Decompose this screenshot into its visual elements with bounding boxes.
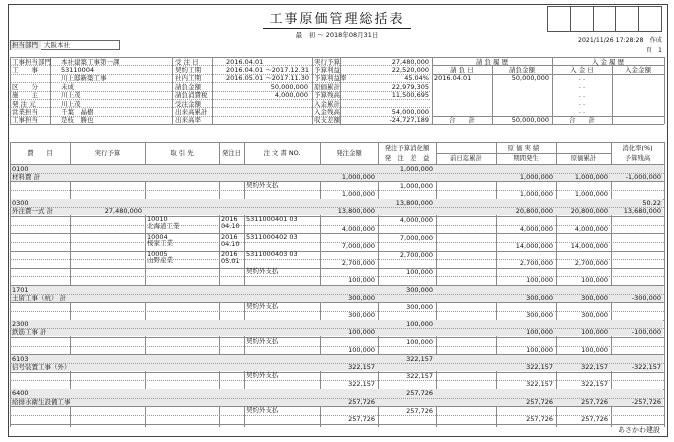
report-period: 最 初 〜 2018年08月31日	[295, 31, 379, 39]
dotted-rule	[10, 242, 664, 243]
budget-remaining: -1,000,000	[625, 172, 661, 181]
info-label: 契約工期	[175, 65, 201, 74]
item-name: 材料費 計	[12, 172, 41, 181]
dotted-rule	[10, 346, 664, 347]
order-no: 契約外支払	[246, 180, 279, 189]
payment-date-dots: . .	[578, 90, 586, 99]
budget-remaining: 13,680,000	[623, 207, 661, 216]
col-header-budget: 実行予算	[94, 149, 121, 157]
info-label: 受 注 日	[175, 57, 199, 66]
budget-consumed: 4,000,000	[399, 216, 433, 225]
budget-consumed: 7,000,000	[399, 233, 433, 242]
cost-total: 322,157	[581, 380, 608, 389]
info-label: 予算利益	[314, 65, 340, 74]
cost-total: 100,000	[581, 276, 608, 285]
budget-consumed: 322,157	[406, 354, 433, 363]
item-rule	[10, 337, 664, 338]
period-amount: 257,726	[526, 397, 553, 406]
info-value: 2016.04.01	[226, 57, 264, 66]
item-rule	[10, 181, 664, 182]
report-title-text: 工事原価管理総括表	[263, 12, 410, 29]
order-amount: 300,000	[348, 311, 375, 319]
item-code: 0100	[12, 164, 29, 173]
budget-consumed: 300,000	[406, 285, 433, 294]
period-amount: 100,000	[526, 345, 553, 354]
contract-total: 50,000,000	[511, 116, 549, 125]
info-value: 本社建築工事第一課	[61, 57, 120, 66]
column-rule	[612, 65, 613, 124]
order-no: 契約外支払	[246, 267, 279, 276]
period-amount: 100,000	[526, 328, 553, 337]
item-name: 信号装置工事（外）	[12, 362, 71, 371]
dotted-rule	[10, 190, 664, 191]
info-amount: 4,000,000	[274, 91, 308, 100]
cost-total: 2,700,000	[574, 259, 608, 268]
item-name: 鉄筋工事 計	[12, 328, 47, 337]
stamp-box	[593, 6, 616, 32]
payment-date-dots: . .	[578, 99, 586, 107]
dotted-rule	[10, 207, 664, 208]
order-no: 契約外支払	[246, 371, 279, 380]
order-amount: 322,157	[348, 380, 375, 389]
info-value: 川上茂	[61, 91, 81, 100]
consumption-rate: 50.22	[642, 199, 661, 208]
cost-total: 14,000,000	[570, 241, 608, 250]
item-rule	[10, 302, 664, 303]
payment-date-dots: . .	[578, 82, 586, 91]
order-amount: 100,000	[348, 345, 375, 354]
info-label: 社内工期	[175, 74, 201, 83]
period-amount: 1,000,000	[519, 172, 553, 181]
vendor-name: 桜家工業	[147, 238, 173, 247]
vendor-code: 10004	[147, 232, 168, 241]
info-label: 入金残高	[314, 107, 340, 116]
col-header-remaining: 予算残高	[624, 154, 651, 162]
period-amount: 322,157	[526, 362, 553, 371]
row-rule	[10, 233, 664, 234]
row-rule	[10, 424, 664, 425]
item-name: 給排水衛生設備工事	[12, 397, 71, 406]
info-label: 工事担当	[12, 116, 38, 125]
dotted-rule	[10, 173, 664, 174]
info-label: 発 注 元	[12, 99, 36, 108]
order-amount: 1,000,000	[341, 172, 375, 181]
info-label: 請負消費税	[175, 91, 208, 100]
order-amount: 2,700,000	[341, 259, 375, 268]
col-header-prev-total: 前日迄累計	[450, 154, 482, 162]
col-header-order-margin: 発 注 差 益	[384, 154, 430, 162]
budget-consumed: 100,000	[406, 268, 433, 277]
col-header-rate: 消化率(%)	[622, 144, 653, 152]
stamp-box	[638, 6, 662, 32]
period-amount: 100,000	[526, 276, 553, 285]
order-amount: 257,726	[348, 397, 375, 406]
order-amount: 300,000	[348, 293, 375, 302]
cost-total: 322,157	[581, 362, 608, 371]
budget-consumed: 100,000	[406, 320, 433, 329]
info-bottom-rule	[10, 124, 664, 125]
stamp-box	[615, 6, 638, 32]
info-label: 予算利益率	[314, 74, 347, 83]
col-header-budget-diff: 発注予算消化額	[384, 144, 430, 152]
period-amount: 300,000	[526, 311, 553, 319]
period-amount: 1,000,000	[519, 189, 553, 198]
budget-consumed: 13,800,000	[395, 199, 433, 208]
col-header-order-no: 注 文 書 NO.	[263, 149, 301, 157]
period-amount: 322,157	[526, 380, 553, 389]
dotted-rule	[10, 415, 664, 416]
cost-total: 300,000	[581, 293, 608, 302]
contract-amount-header: 請負金額	[509, 65, 535, 74]
order-amount: 4,000,000	[341, 224, 375, 233]
period-amount: 257,726	[526, 414, 553, 423]
info-value: 22,520,000	[391, 65, 429, 74]
order-amount: 322,157	[348, 362, 375, 371]
info-label: 受注金額	[175, 99, 201, 108]
column-rule	[492, 65, 493, 124]
cost-total: 4,000,000	[574, 224, 608, 233]
order-date: 2016 05.01	[221, 250, 240, 265]
contract-amount: 50,000,000	[511, 74, 549, 83]
info-value: 22,979,305	[391, 82, 429, 91]
page-number: 頁 1	[645, 47, 662, 54]
column-rule	[664, 57, 665, 124]
order-no: 契約外支払	[246, 405, 279, 414]
row-rule	[10, 251, 664, 252]
vendor-code: 10005	[147, 250, 168, 258]
dept-label: 担当部門	[11, 41, 41, 50]
info-value: 11,500,695	[391, 91, 429, 100]
payment-date-dots: . .	[578, 73, 586, 82]
dotted-rule	[10, 311, 664, 312]
dotted-rule	[10, 259, 664, 260]
budget-remaining: -257,726	[631, 397, 661, 406]
info-value: 2016.04.01 〜2017.12.31	[226, 65, 309, 74]
item-code: 1701	[12, 285, 29, 294]
info-amount: 50,000,000	[270, 82, 308, 91]
info-label: 収支差額	[314, 116, 340, 125]
col-header-order-date: 発注日	[221, 149, 242, 157]
cost-total: 257,726	[581, 397, 608, 406]
item-rule	[10, 216, 664, 217]
dotted-rule	[10, 276, 664, 277]
budget-remaining: -322,157	[631, 362, 661, 371]
col-header-order-amount: 発注金額	[336, 149, 362, 157]
period-amount: 14,000,000	[515, 241, 553, 250]
info-value: 千葉 晶樹	[61, 107, 94, 116]
contract-date: 2016.04.01	[434, 74, 472, 83]
cost-total: 300,000	[581, 311, 608, 319]
item-name: 外注費一式 計	[12, 207, 54, 216]
print-datetime: 2021/11/26 17:28:28 作成	[578, 37, 662, 44]
info-value: 川上邸新築工事	[61, 74, 107, 83]
col-header-vendor: 取 引 先	[170, 149, 194, 157]
info-label: 原価累計	[314, 82, 340, 91]
info-value: 川上茂	[61, 99, 81, 108]
stamp-box	[547, 6, 570, 32]
order-no: 契約外支払	[246, 336, 279, 345]
period-amount: 4,000,000	[519, 224, 553, 233]
cost-total: 1,000,000	[574, 172, 608, 181]
dotted-rule	[10, 328, 664, 329]
item-rule	[10, 372, 664, 373]
approval-stamp-boxes	[547, 6, 662, 32]
cost-total: 20,800,000	[570, 207, 608, 216]
order-amount: 1,000,000	[341, 189, 375, 198]
order-no: 5311000402 03	[246, 232, 298, 241]
stamp-box	[570, 6, 593, 32]
order-no: 契約外支払	[246, 301, 279, 310]
dept-box	[10, 40, 120, 50]
item-code: 2300	[12, 320, 29, 329]
info-value: 2016.05.01 〜2017.11.30	[226, 74, 309, 83]
contract-date-header: 請 負 日	[450, 65, 474, 74]
info-label: 出来高率	[175, 116, 201, 125]
item-rule	[10, 406, 664, 407]
cost-total: 1,000,000	[574, 189, 608, 198]
contract-history-title: 請 負 履 歴	[475, 57, 509, 66]
budget-consumed: 1,000,000	[399, 181, 433, 190]
row-rule	[10, 268, 664, 269]
vendor-name: 北海道工業	[147, 221, 180, 230]
order-date: 2016 04.10	[221, 232, 240, 248]
vendor-code: 10010	[147, 215, 168, 224]
col-header-cost-group: 原 価 実 績	[507, 144, 540, 152]
budget-remaining: -100,000	[631, 328, 661, 337]
info-label: 予算残高	[314, 91, 340, 100]
info-label: 出来高累計	[175, 107, 208, 116]
col-header-item: 費 目	[27, 149, 53, 157]
budget-consumed: 2,700,000	[399, 251, 433, 259]
dotted-rule	[10, 363, 664, 364]
info-value: -24,727,189	[389, 116, 429, 125]
info-value: 是枝 勝也	[61, 116, 94, 125]
budget-consumed: 100,000	[406, 337, 433, 346]
info-label: 工 事	[12, 65, 38, 74]
order-date: 2016 04.10	[221, 215, 240, 231]
item-code: 6400	[12, 389, 29, 398]
dept-value: 大阪本社	[44, 41, 70, 49]
order-amount: 13,800,000	[337, 207, 375, 216]
item-code: 6103	[12, 354, 29, 363]
info-value: 45.04%	[404, 74, 429, 83]
payment-total-label: 合 計	[569, 116, 595, 125]
info-label: 営業担当	[12, 107, 38, 116]
col-header-period: 期間発生	[513, 154, 539, 162]
table-top-rule	[10, 142, 664, 143]
period-amount: 300,000	[526, 293, 553, 302]
info-label: 実行予算	[314, 57, 340, 66]
dotted-rule	[10, 294, 664, 295]
payment-date-header: 入 金 日	[570, 65, 594, 74]
info-label: 区 分	[12, 82, 38, 91]
dotted-rule	[10, 380, 664, 381]
cost-total: 100,000	[581, 345, 608, 354]
col-header-cost-total: 原価累計	[570, 154, 597, 162]
budget-consumed: 1,000,000	[399, 164, 433, 173]
info-value: 54,000,000	[391, 107, 429, 116]
info-label: 工事担当部門	[12, 57, 51, 66]
order-amount: 100,000	[348, 328, 375, 337]
period-amount: 2,700,000	[519, 259, 553, 268]
vendor-name: 山野産業	[147, 256, 173, 265]
period-amount: 20,800,000	[515, 207, 553, 216]
info-label: 請負金額	[175, 82, 201, 91]
item-budget: 27,480,000	[104, 207, 142, 216]
order-amount: 257,726	[348, 414, 375, 423]
budget-consumed: 257,726	[406, 406, 433, 415]
budget-consumed: 300,000	[406, 302, 433, 311]
payment-date-dots: . .	[578, 107, 586, 116]
dotted-rule	[10, 398, 664, 399]
company-name: あさかわ建設	[618, 426, 660, 434]
order-no: 5311000403 03	[246, 250, 298, 258]
payment-history-title: 入 金 履 歴	[591, 57, 625, 66]
info-label: 施 主	[12, 91, 38, 100]
order-no: 5311000401 03	[246, 215, 298, 224]
budget-consumed: 322,157	[406, 372, 433, 381]
order-amount: 100,000	[348, 276, 375, 285]
info-value: 未成	[61, 82, 74, 91]
dotted-rule	[10, 225, 664, 226]
info-value: 27,480,000	[391, 57, 429, 66]
info-label: 入金累計	[314, 99, 340, 108]
payment-amount-header: 入金金額	[625, 65, 651, 74]
item-code: 0300	[12, 199, 29, 208]
cost-total: 257,726	[581, 414, 608, 423]
budget-consumed: 257,726	[406, 389, 433, 398]
budget-remaining: -300,000	[631, 293, 661, 302]
item-name: 土留工事（杭） 計	[12, 293, 67, 302]
info-value: 53110004	[61, 65, 95, 74]
order-amount: 7,000,000	[341, 241, 375, 250]
cost-total: 100,000	[581, 328, 608, 337]
column-rule	[664, 142, 665, 427]
contract-total-label: 合 計	[449, 116, 475, 125]
